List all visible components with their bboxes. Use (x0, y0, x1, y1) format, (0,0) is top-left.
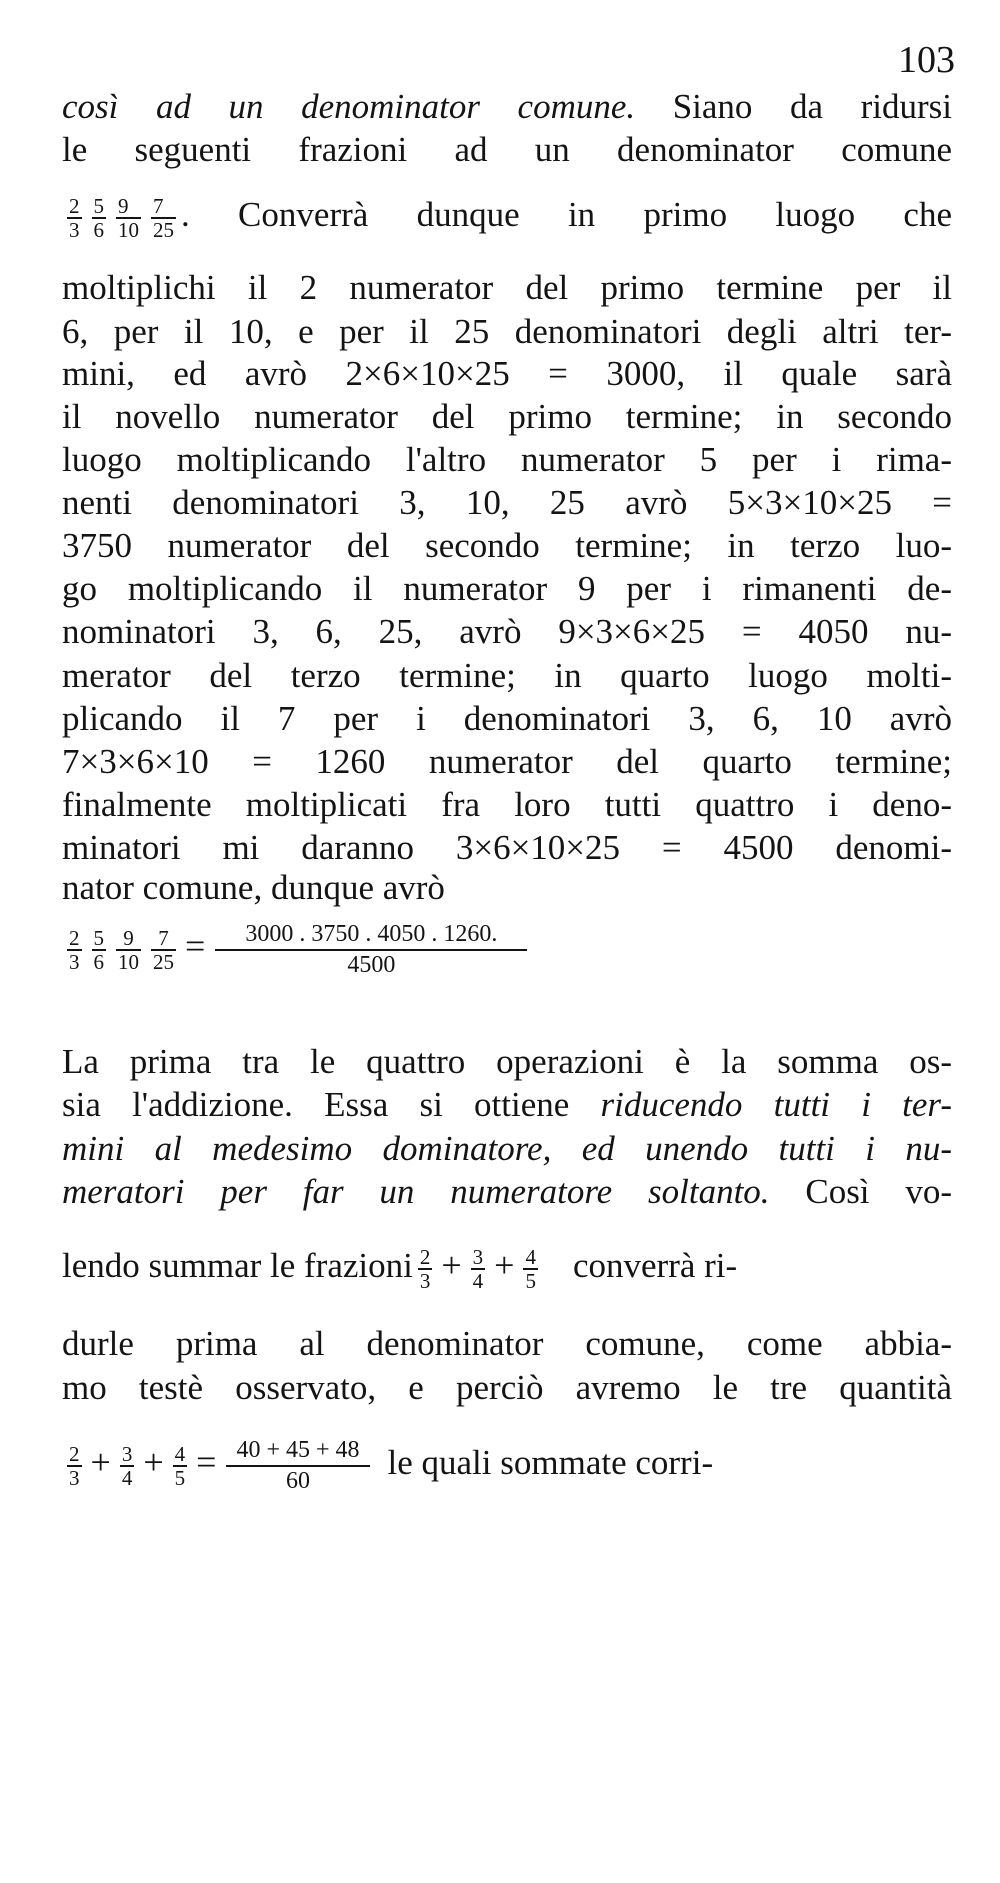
text-line-18: nator comune, dunque avrò (62, 868, 445, 907)
equation-1 (62, 920, 952, 980)
fraction (151, 927, 176, 973)
fraction (116, 927, 141, 973)
numerator: 40 + 45 + 48 (226, 1436, 369, 1467)
fraction (523, 1246, 538, 1292)
italic-phrase: riducendo tutti i ter- (569, 1085, 952, 1124)
text-line-17: minatori mi daranno 3×6×10×25 = 4500 denomi- (62, 828, 952, 867)
equals-sign: = (196, 1441, 217, 1482)
text-line-19: La prima tra le quattro operazioni è la somma os- (62, 1042, 952, 1081)
text-line-22 (62, 1170, 952, 1214)
fraction (173, 1443, 188, 1489)
text-line-25: mo testè osservato, e perciò avremo le tre quantità (62, 1368, 952, 1407)
fraction (116, 195, 141, 241)
denominator: 3 (419, 1268, 431, 1293)
denominator: 25 (153, 217, 174, 242)
text-line-21: mini al medesimo dominatore, ed unendo tutti i nu- (62, 1129, 952, 1168)
fraction (418, 1246, 433, 1292)
italic-phrase: così ad un denominator comune. (62, 87, 636, 126)
text-line-24: durle prima al denominator comune, come abbia- (62, 1324, 952, 1363)
text-line-2: le seguenti frazioni ad un denominator comune (62, 130, 952, 169)
text-line-12: nominatori 3, 6, 25, avrò 9×3×6×25 = 4050 nu- (62, 612, 952, 651)
denominator: 60 (285, 1467, 310, 1494)
italic-phrase: meratori per far un numeratore soltanto. (62, 1172, 770, 1211)
equation-2 (62, 1436, 952, 1496)
denominator: 3 (69, 949, 80, 974)
text-line-1 (62, 85, 952, 129)
denominator: 6 (93, 217, 104, 242)
text-line-16: finalmente moltiplicati fra loro tutti quattro i deno- (62, 785, 952, 824)
text-line-8: luogo moltiplicando l'altro numerator 5 per i rima- (62, 440, 952, 479)
equals-sign: = (185, 925, 206, 966)
text-fragment: Così vo- (769, 1172, 952, 1211)
numerator: 4 (525, 1244, 536, 1269)
plus-sign: + (90, 1441, 111, 1482)
page-number: 103 (898, 39, 955, 81)
text-line-15: 7×3×6×10 = 1260 numerator del quarto termine; (62, 742, 952, 781)
numerator: 9 (116, 927, 141, 951)
text-fragment: sia l'addizione. Essa si ottiene (62, 1085, 570, 1124)
text-line-3 (62, 193, 952, 241)
text-line-20 (62, 1083, 952, 1127)
text-line-5: 6, per il 10, e per il 25 denominatori degli altri ter- (62, 312, 952, 351)
text-line-9: nenti denominatori 3, 10, 25 avrò 5×3×10×25 = (62, 483, 952, 522)
numerator: 2 (69, 193, 80, 218)
numerator: 7 (151, 927, 176, 951)
plus-sign: + (143, 1441, 164, 1482)
text-fragment: Siano da ridursi (635, 87, 952, 126)
fraction (67, 927, 82, 973)
denominator: 4500 (347, 951, 396, 978)
fraction (92, 927, 107, 973)
result-fraction (215, 920, 527, 980)
text-fragment: converrà ri- (572, 1246, 738, 1285)
numerator: 9 (116, 195, 141, 219)
text-line-11: go moltiplicando il numerator 9 per i rimanenti de- (62, 569, 952, 608)
text-line-4: moltiplichi il 2 numerator del primo termine per il (62, 268, 952, 307)
numerator: 7 (151, 195, 176, 219)
numerator: 5 (93, 925, 104, 950)
denominator: 25 (153, 949, 174, 974)
denominator: 4 (472, 1268, 484, 1293)
denominator: 3 (69, 217, 80, 242)
denominator: 10 (118, 949, 139, 974)
text-line-10: 3750 numerator del secondo termine; in terzo luo- (62, 526, 952, 565)
denominator: 4 (121, 1465, 133, 1490)
text-fragment: lendo summar le frazioni (62, 1246, 413, 1285)
fraction (120, 1443, 135, 1489)
text-fragment: . Converrà dunque in primo luogo che (181, 195, 952, 234)
plus-sign: + (494, 1245, 515, 1285)
numerator: 2 (419, 1244, 431, 1269)
text-line-13: merator del terzo termine; in quarto luogo molti- (62, 656, 952, 695)
fraction (67, 1443, 82, 1489)
plus-sign: + (441, 1245, 462, 1285)
numerator: 5 (93, 193, 104, 218)
text-line-23 (62, 1243, 952, 1292)
denominator: 5 (174, 1465, 186, 1490)
numerator: 3000 . 3750 . 4050 . 1260. (215, 920, 527, 951)
numerator: 3 (472, 1244, 484, 1269)
denominator: 10 (118, 217, 139, 242)
text-fragment: le quali sommate corri- (387, 1442, 714, 1482)
denominator: 5 (525, 1268, 536, 1293)
fraction (151, 195, 176, 241)
text-line-6: mini, ed avrò 2×6×10×25 = 3000, il quale sarà (62, 354, 952, 393)
text-line-14: plicando il 7 per i denominatori 3, 6, 10 avrò (62, 699, 952, 738)
denominator: 6 (93, 949, 104, 974)
numerator: 4 (174, 1441, 186, 1466)
fraction (92, 195, 107, 241)
fraction (471, 1246, 486, 1292)
fraction (67, 195, 82, 241)
result-fraction (226, 1436, 369, 1496)
denominator: 3 (69, 1465, 80, 1490)
numerator: 2 (69, 925, 80, 950)
numerator: 2 (69, 1441, 80, 1466)
numerator: 3 (121, 1441, 133, 1466)
text-line-7: il novello numerator del primo termine; in secondo (62, 397, 952, 436)
